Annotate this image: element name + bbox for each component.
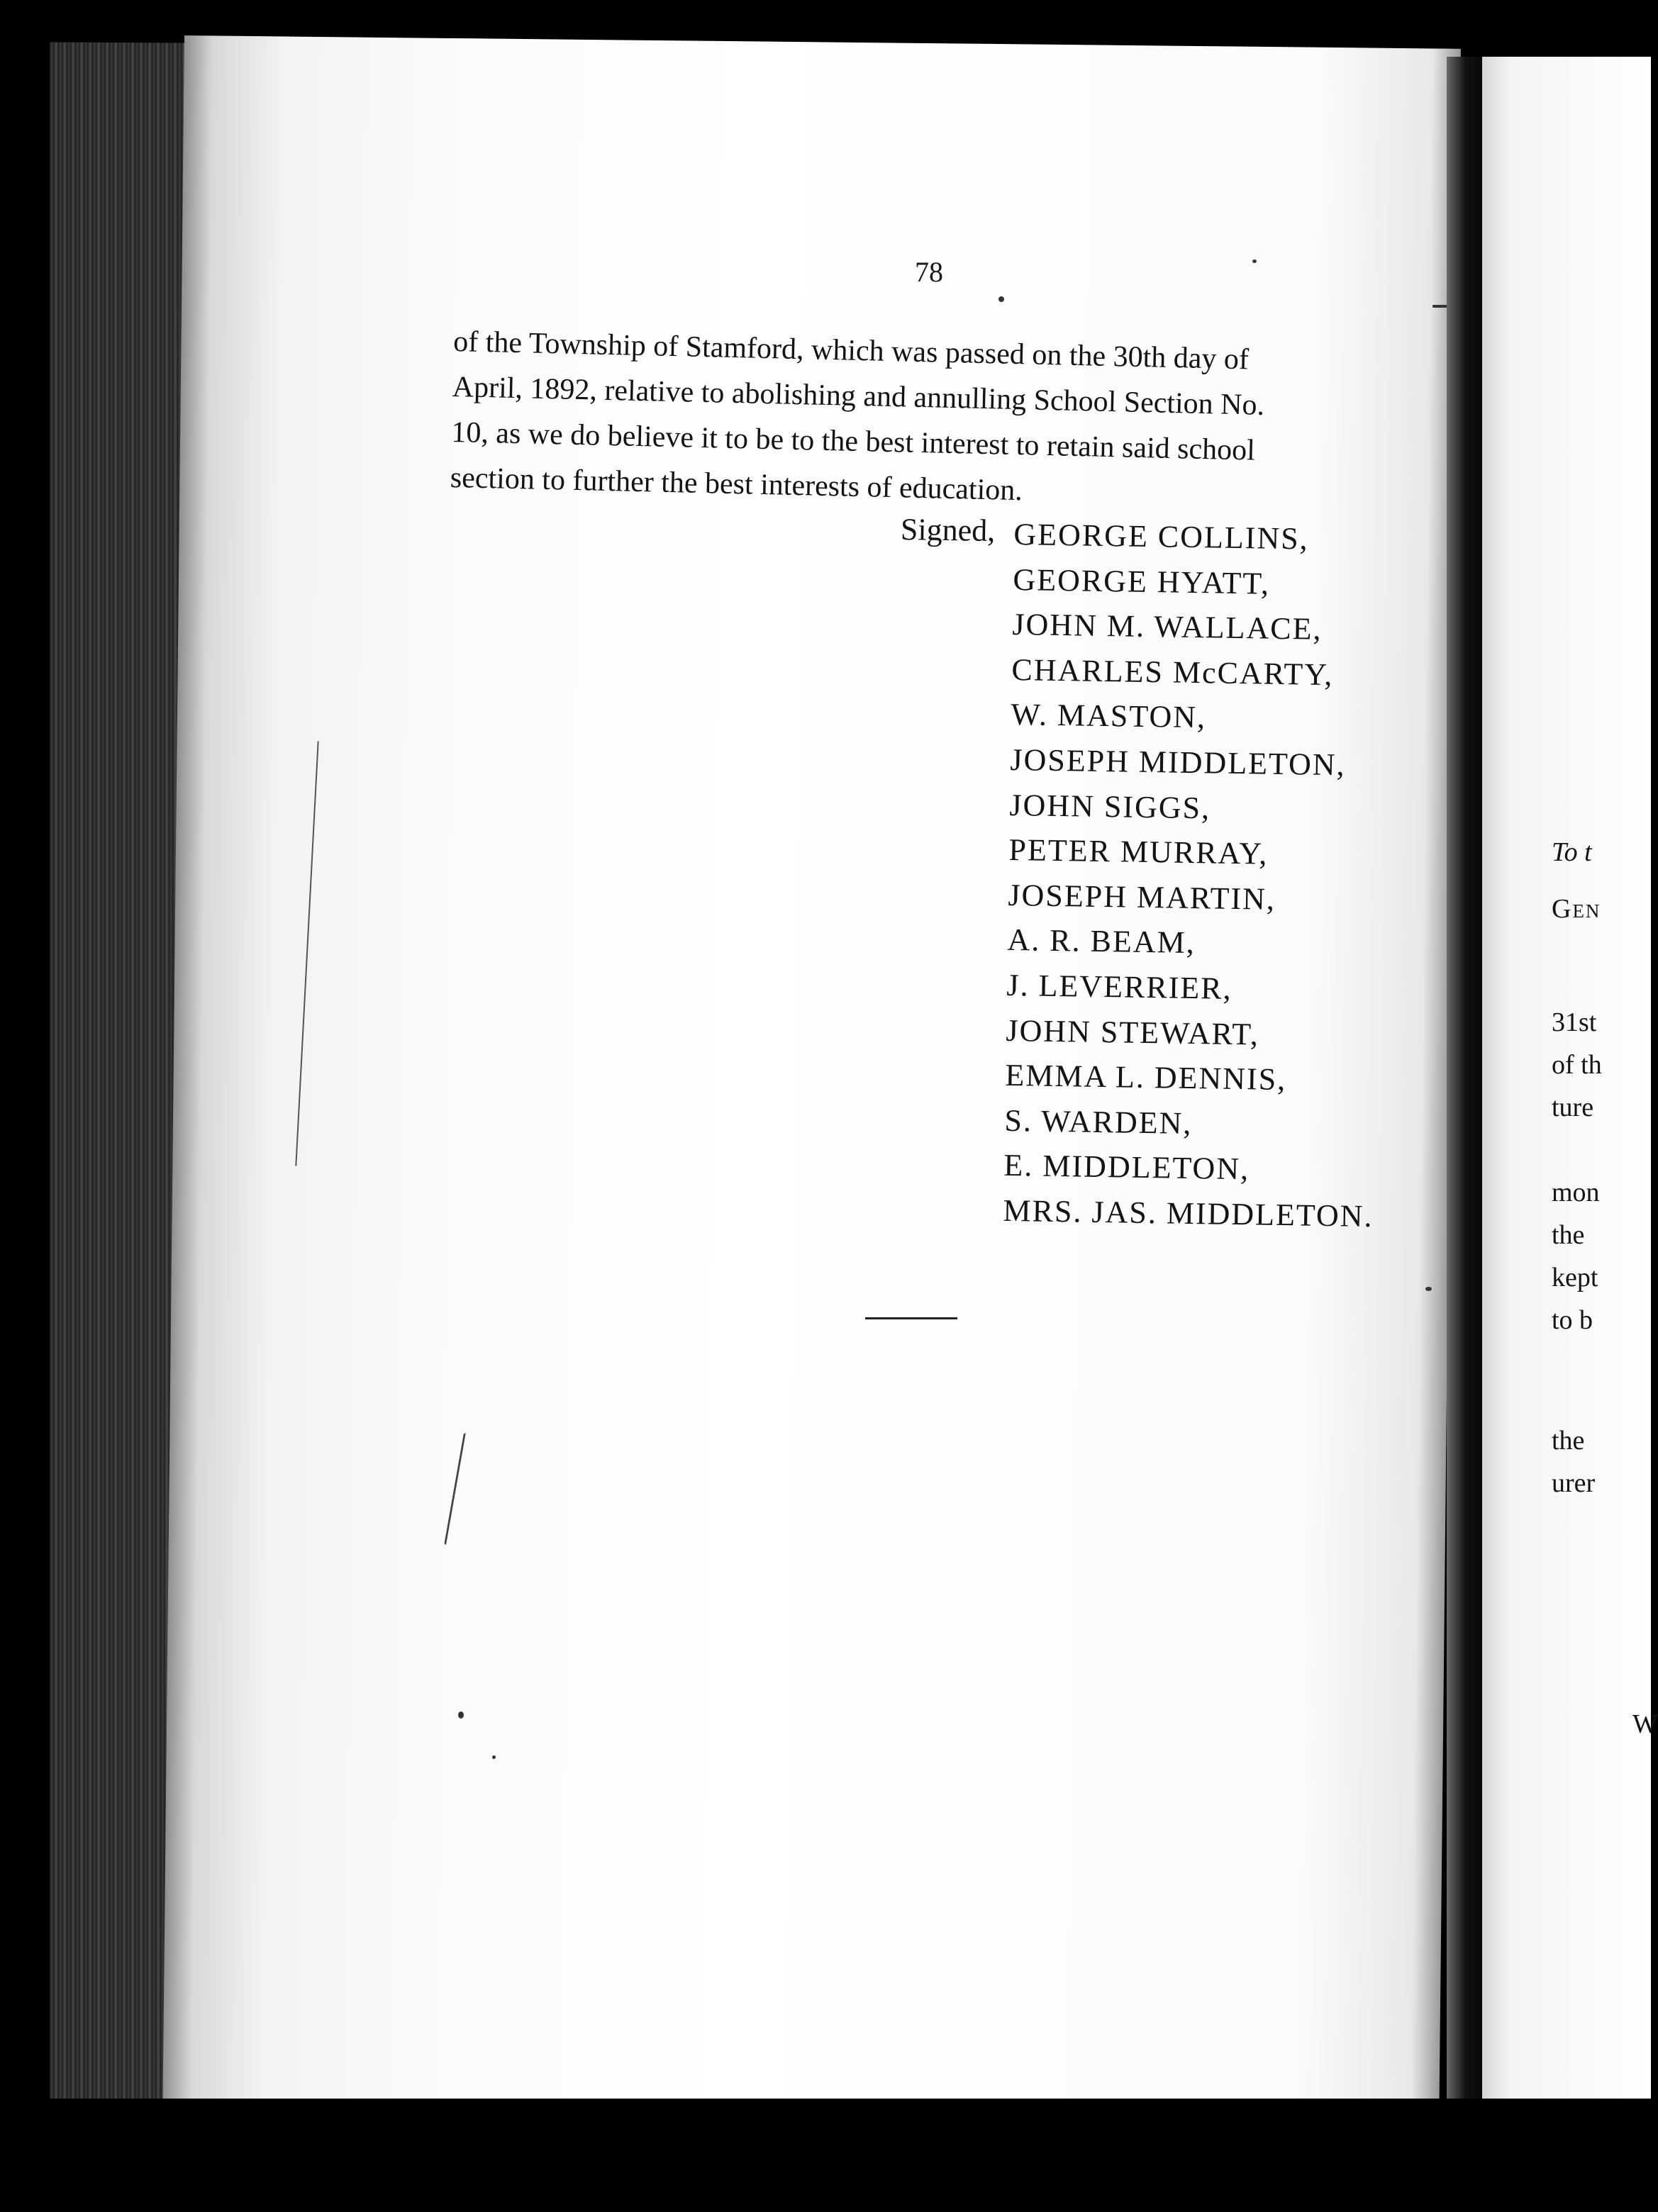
signatory-name: GEORGE COLLINS, [1013, 516, 1310, 557]
signatory-name: W. MASTON, [1011, 697, 1207, 735]
signatory-name: JOHN M. WALLACE, [1012, 607, 1323, 647]
signatory-name: JOSEPH MIDDLETON, [1010, 742, 1347, 783]
signatory-name: MRS. JAS. MIDDLETON. [1003, 1192, 1374, 1234]
facing-salutation-fragment: Gen [1552, 894, 1601, 924]
scan-speck [492, 1755, 496, 1759]
facing-line-fragment: the [1552, 1426, 1585, 1456]
facing-page [1482, 57, 1658, 2113]
facing-line-fragment: the [1552, 1220, 1585, 1250]
signatory-name: J. LEVERRIER, [1006, 967, 1233, 1006]
facing-line-fragment: kept [1552, 1263, 1598, 1292]
body-line: section to further the best interests of education. [450, 461, 1023, 508]
body-line: 10, as we do believe it to be to the best interest to retain said school [450, 415, 1256, 467]
signatory-name: JOHN SIGGS, [1009, 787, 1211, 825]
facing-line-fragment: urer [1552, 1468, 1596, 1498]
scan-bottom-border [0, 2099, 1651, 2212]
signatory-name: CHARLES McCARTY, [1011, 652, 1334, 692]
signatory-list [1003, 512, 1384, 1239]
facing-line-fragment: mon [1552, 1178, 1600, 1207]
body-paragraph [450, 319, 1403, 522]
facing-line-fragment: W [1632, 1709, 1658, 1739]
signatory-name: GEORGE HYATT, [1013, 562, 1271, 601]
scan-speck [1425, 1287, 1432, 1291]
signatory-name: JOHN STEWART, [1006, 1012, 1260, 1052]
body-line: of the Township of Stamford, which was passed on the 30th day of [452, 325, 1250, 376]
scan-speck [458, 1711, 464, 1719]
scan-speck [1252, 259, 1257, 263]
facing-line-fragment: 31st [1552, 1007, 1597, 1037]
facing-line-fragment: ture [1552, 1093, 1594, 1122]
signed-label: Signed, [900, 511, 996, 549]
facing-line-fragment: of th [1552, 1050, 1602, 1080]
facing-heading-fragment: To t [1552, 837, 1592, 867]
signatory-name: JOSEPH MARTIN, [1008, 877, 1276, 917]
scan-speck [998, 296, 1004, 302]
signatory-name: A. R. BEAM, [1007, 922, 1196, 961]
section-rule [865, 1317, 957, 1319]
page-number: 78 [915, 256, 943, 288]
signatory-name: EMMA L. DENNIS, [1005, 1058, 1287, 1097]
signatory-name: S. WARDEN, [1004, 1102, 1193, 1141]
facing-line-fragment: to b [1552, 1305, 1593, 1335]
signatory-name: E. MIDDLETON, [1003, 1148, 1250, 1187]
signatory-name: PETER MURRAY, [1008, 832, 1269, 871]
body-line: April, 1892, relative to abolishing and annulling School Section No. [452, 370, 1265, 422]
